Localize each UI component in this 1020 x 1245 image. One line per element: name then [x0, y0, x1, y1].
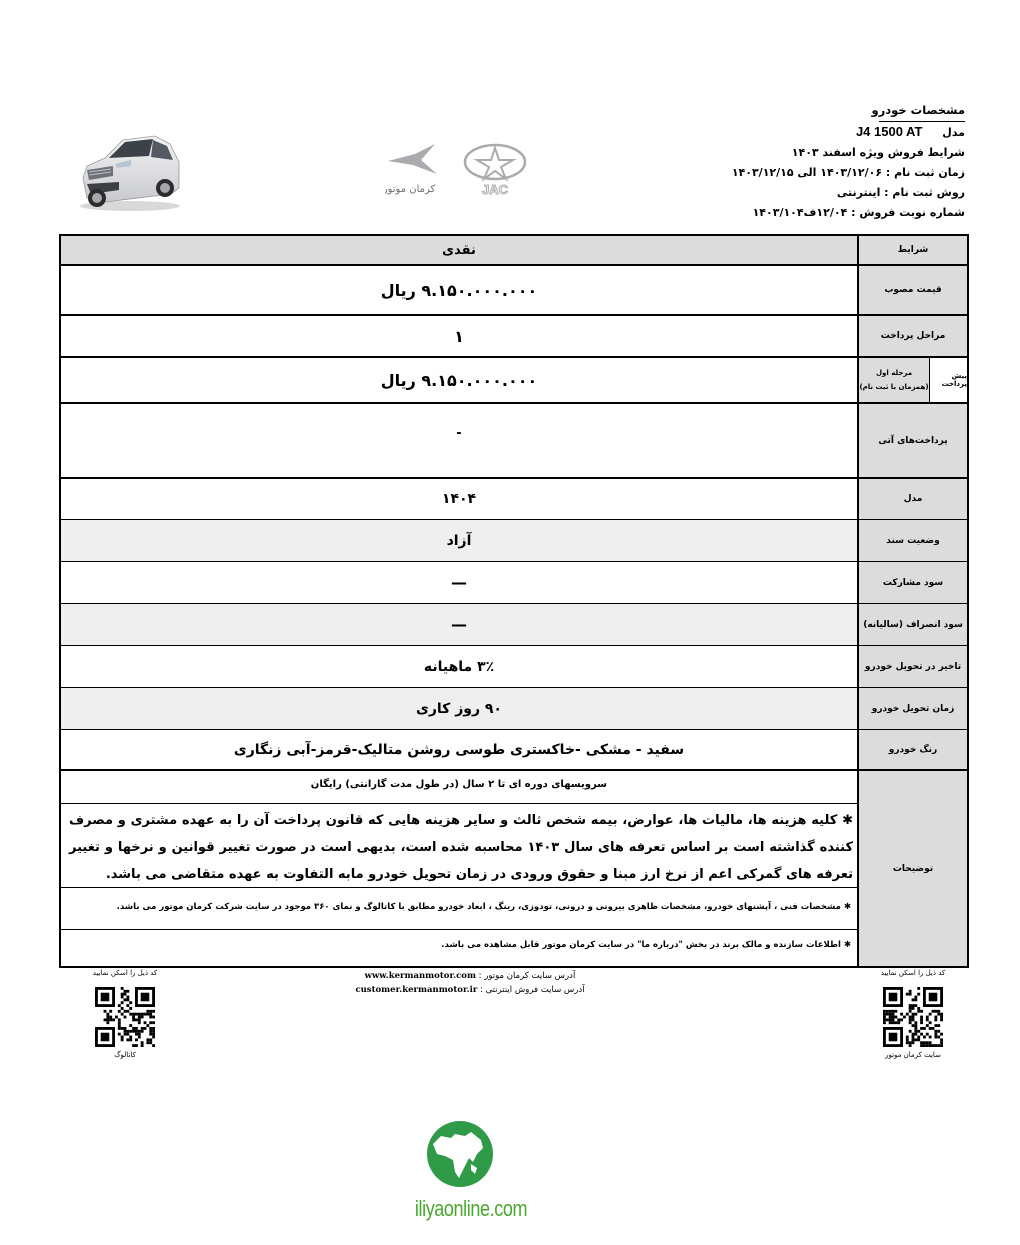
participation-profit-label: سود مشارکت — [857, 562, 967, 603]
row-document-status — [61, 520, 967, 562]
conditions-value: نقدی — [442, 242, 476, 258]
site-label: آدرس سایت کرمان موتور : — [475, 971, 576, 981]
color-value: سفید - مشکی -خاکستری طوسی روشن متالیک-قرمز-آبی زنگاری — [233, 741, 685, 758]
color-label: رنگ خودرو — [857, 730, 967, 769]
note-costs: ✱ کلیه هزینه ها، مالیات ها، عوارض، بیمه شخص ثالث و سایر هزینه هایی که قانون پرداخت آن را به عهده مشتری و مصرف کننده گذاشته است بر اساس تعرفه های سال ۱۴۰۳ محاسبه شده است، بدیهی است در صورت تغییر قوانین و نرخها و تغییر تعرفه های گمرکی اعم از نرخ ارز مبنا و حقوق ورودی در زمان تحویل خودرو مابه التفاوت به عهده متقاضی می باشد. — [61, 804, 857, 888]
first-stage-label-cell — [857, 358, 929, 402]
kerman-motor-logo-text: کرمان موتور — [385, 184, 436, 195]
globe-icon — [425, 1118, 495, 1190]
row-prepayment — [61, 358, 967, 404]
registration-method: روش ثبت نام : اینترنتی — [836, 186, 965, 199]
model-value: J4 1500 AT — [855, 124, 923, 139]
conditions-label: شرایط — [857, 236, 967, 264]
sales-address-row — [330, 983, 610, 997]
jac-logo-text: JAC — [481, 182, 509, 197]
row-conditions — [61, 236, 967, 266]
qr-site-block — [863, 969, 963, 1059]
notes-body — [61, 771, 857, 966]
row-delivery-delay — [61, 646, 967, 688]
model-year-value: ۱۴۰۴ — [441, 491, 477, 507]
payment-stages-label: مراحل پرداخت — [857, 316, 967, 356]
qr-site-label: سایت کرمان موتور — [885, 1051, 941, 1059]
row-delivery-time — [61, 688, 967, 730]
info-title: مشخصات خودرو — [879, 100, 965, 122]
row-future-payments — [61, 404, 967, 479]
delivery-delay-label: تاخیر در تحویل خودرو — [857, 646, 967, 687]
qr-catalog-label: کاتالوگ — [114, 1051, 136, 1059]
vehicle-info — [731, 100, 965, 223]
site-url[interactable]: www.kermanmotor.com — [364, 971, 476, 981]
participation-profit-value: — — [451, 573, 467, 592]
delivery-delay-value: ۳٪ ماهیانه — [423, 658, 495, 675]
qr-catalog-caption: کد ذیل را اسکن نمایید — [92, 969, 158, 977]
row-color — [61, 730, 967, 771]
cancellation-profit-value: — — [451, 615, 467, 634]
qr-site-caption: کد ذیل را اسکن نمایید — [880, 969, 946, 977]
footer-addresses — [330, 969, 610, 997]
conditions-table — [59, 234, 969, 968]
site-address-row — [330, 969, 610, 983]
jac-logo — [465, 145, 525, 197]
car-image — [75, 118, 185, 216]
watermark-text: iliyaonline.com — [414, 1196, 528, 1221]
note-specs: ✱ مشخصات فنی ، آپشنهای خودرو، مشخصات ظاهری بیرونی و درونی، تودوزی، رینگ ، ابعاد خودرو مطابق با کاتالوگ و نمای ۳۶۰ موجود در سایت شرکت کرمان موتور می باشد. — [61, 888, 857, 930]
model-label: مدل — [942, 126, 965, 139]
row-notes — [61, 771, 967, 966]
row-payment-stages — [61, 316, 967, 358]
row-model — [61, 479, 967, 520]
first-stage-value: ۹.۱۵۰.۰۰۰.۰۰۰ ریال — [380, 370, 538, 390]
qr-code-icon[interactable] — [881, 987, 945, 1047]
brand-logos — [385, 140, 535, 200]
document-status-value: آزاد — [446, 532, 472, 549]
sales-url[interactable]: customer.kermanmotor.ir — [355, 985, 478, 995]
notes-label: توضیحات — [857, 771, 967, 966]
sales-label: آدرس سایت فروش اینترنتی : — [477, 985, 585, 995]
delivery-time-value: ۹۰ روز کاری — [416, 700, 502, 717]
registration-time: زمان ثبت نام : ۱۴۰۳/۱۲/۰۶ الی ۱۴۰۳/۱۲/۱۵ — [731, 166, 965, 179]
note-manufacturer: ✱ اطلاعات سازنده و مالک برند در بخش "درباره ما" در سایت کرمان موتور قابل مشاهده می باشد. — [441, 940, 851, 950]
row-approved-price — [61, 266, 967, 316]
sale-round-number: شماره نوبت فروش : ۱۲/۰۴ف۱۴۰۳/۱۰۴ — [752, 206, 965, 219]
future-payments-value: - — [456, 426, 462, 441]
payment-stages-value: ۱ — [454, 326, 464, 346]
qr-catalog-block — [75, 969, 175, 1059]
delivery-time-label: زمان تحویل خودرو — [857, 688, 967, 729]
qr-code-icon[interactable] — [93, 987, 157, 1047]
note-service: سرویسهای دوره ای تا ۲ سال (در طول مدت گارانتی) رایگان — [61, 771, 857, 804]
prepayment-label: پیش پرداخت — [929, 358, 967, 402]
row-participation-profit — [61, 562, 967, 604]
cancellation-profit-label: سود انصراف (سالیانه) — [857, 604, 967, 645]
first-stage-sublabel: (همزمان با ثبت نام) — [859, 383, 929, 391]
sale-conditions: شرایط فروش ویژه اسفند ۱۴۰۳ — [791, 146, 965, 159]
kerman-motor-logo — [385, 144, 437, 195]
row-cancellation-profit — [61, 604, 967, 646]
first-stage-label: مرحله اول — [875, 369, 913, 377]
model-year-label: مدل — [857, 479, 967, 519]
watermark-logo — [405, 1118, 528, 1222]
document-status-label: وضعیت سند — [857, 520, 967, 561]
approved-price-label: قیمت مصوب — [857, 266, 967, 314]
future-payments-label: پرداخت‌های آتی — [857, 404, 967, 477]
approved-price-value: ۹.۱۵۰.۰۰۰.۰۰۰ ریال — [380, 280, 538, 300]
